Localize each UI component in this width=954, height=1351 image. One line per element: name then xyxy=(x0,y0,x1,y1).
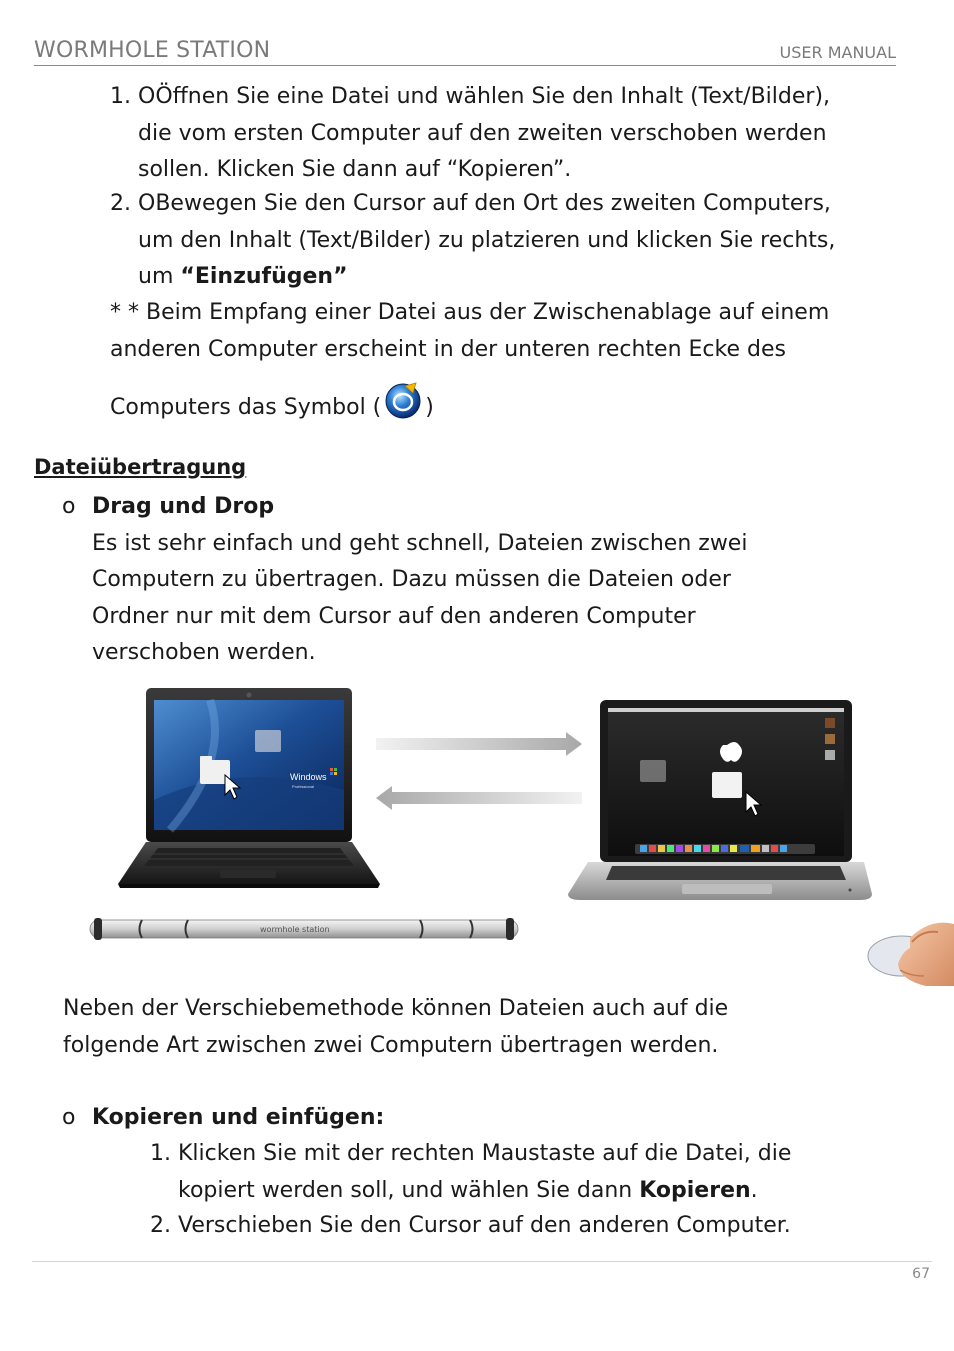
cable-label: wormhole station xyxy=(260,925,330,934)
text-prefix: um xyxy=(138,264,181,289)
text-line xyxy=(138,259,835,296)
text-line: Klicken Sie mit der rechten Maustaste auf die Datei, die xyxy=(178,1141,792,1166)
windows-laptop xyxy=(118,688,380,888)
text-line xyxy=(178,1173,791,1210)
note-symbol-line xyxy=(110,380,434,427)
text-line: * * Beim Empfang einer Datei aus der Zwischenablage auf einem xyxy=(110,300,830,325)
page-number: 67 xyxy=(912,1266,930,1282)
text-fragment: kopiert werden soll, und wählen Sie dann xyxy=(178,1177,640,1203)
text-line: um den Inhalt (Text/Bilder) zu platzieren und klicken Sie rechts, xyxy=(138,227,836,253)
bullet-symbol: o xyxy=(62,1105,76,1130)
bold-text: Kopieren und einfügen: xyxy=(92,1105,385,1130)
arrow-left-icon xyxy=(376,786,582,810)
header-manual-label: USER MANUAL xyxy=(779,43,896,62)
text-line: Neben der Verschiebemethode können Dateien auch auf die xyxy=(63,996,729,1021)
bold-text: “Einzufügen” xyxy=(180,264,348,289)
step-text xyxy=(138,186,835,296)
arrow-right-icon xyxy=(376,732,582,756)
bold-text: Drag und Drop xyxy=(92,494,275,519)
mac-laptop xyxy=(568,700,872,900)
transfer-arrows xyxy=(376,732,582,810)
text-line: Computern zu übertragen. Dazu müssen die Dateien oder xyxy=(92,567,731,592)
drag-drop-illustration xyxy=(60,680,954,992)
wormhole-symbol-icon xyxy=(383,380,423,420)
illustration-svg xyxy=(60,680,954,992)
intro-paragraph xyxy=(63,991,728,1064)
windows-logo-text: Windows xyxy=(290,772,327,782)
text-fragment: . xyxy=(750,1177,758,1203)
hand-mouse-icon xyxy=(868,923,954,986)
step-text xyxy=(138,79,830,189)
step-number: 2. xyxy=(150,1213,171,1238)
step-number: 2. xyxy=(110,191,131,216)
page-header xyxy=(34,36,896,66)
step-number: 1. xyxy=(110,84,131,109)
text-line: Verschieben Sie den Cursor auf den anderen Computer. xyxy=(178,1213,791,1238)
text-line: die vom ersten Computer auf den zweiten verschoben werden xyxy=(138,120,827,146)
text-line: anderen Computer erscheint in der unteren rechten Ecke des xyxy=(110,336,786,362)
text-line: verschoben werden. xyxy=(92,640,316,665)
note-paragraph xyxy=(110,295,829,368)
bold-text: Kopieren xyxy=(639,1177,751,1203)
subsection-title xyxy=(92,489,747,526)
section-title: Dateiübertragung xyxy=(34,455,247,479)
subsection-title xyxy=(92,1100,384,1137)
windows-logo-subtext: Professional xyxy=(292,784,315,789)
wormhole-cable xyxy=(90,918,518,940)
step-number: 1. xyxy=(150,1141,171,1166)
drag-drop-block xyxy=(92,489,747,672)
header-title: WORMHOLE STATION xyxy=(34,38,271,63)
text-line: Es ist sehr einfach und geht schnell, Dateien zwischen zwei xyxy=(92,530,748,556)
text-line: folgende Art zwischen zwei Computern übertragen werden. xyxy=(63,1032,719,1058)
text-line: OÖffnen Sie eine Datei und wählen Sie den Inhalt (Text/Bilder), xyxy=(138,84,831,109)
step-text xyxy=(178,1208,791,1245)
text-line: Ordner nur mit dem Cursor auf den anderen Computer xyxy=(92,603,696,629)
text-fragment: Computers das Symbol ( xyxy=(110,395,382,420)
step-text xyxy=(178,1136,791,1209)
text-fragment: ) xyxy=(425,395,434,420)
footer-divider xyxy=(32,1261,932,1262)
text-line: sollen. Klicken Sie dann auf “Kopieren”. xyxy=(138,157,572,182)
bullet-symbol: o xyxy=(62,494,76,519)
text-line: OBewegen Sie den Cursor auf den Ort des zweiten Computers, xyxy=(138,191,831,216)
